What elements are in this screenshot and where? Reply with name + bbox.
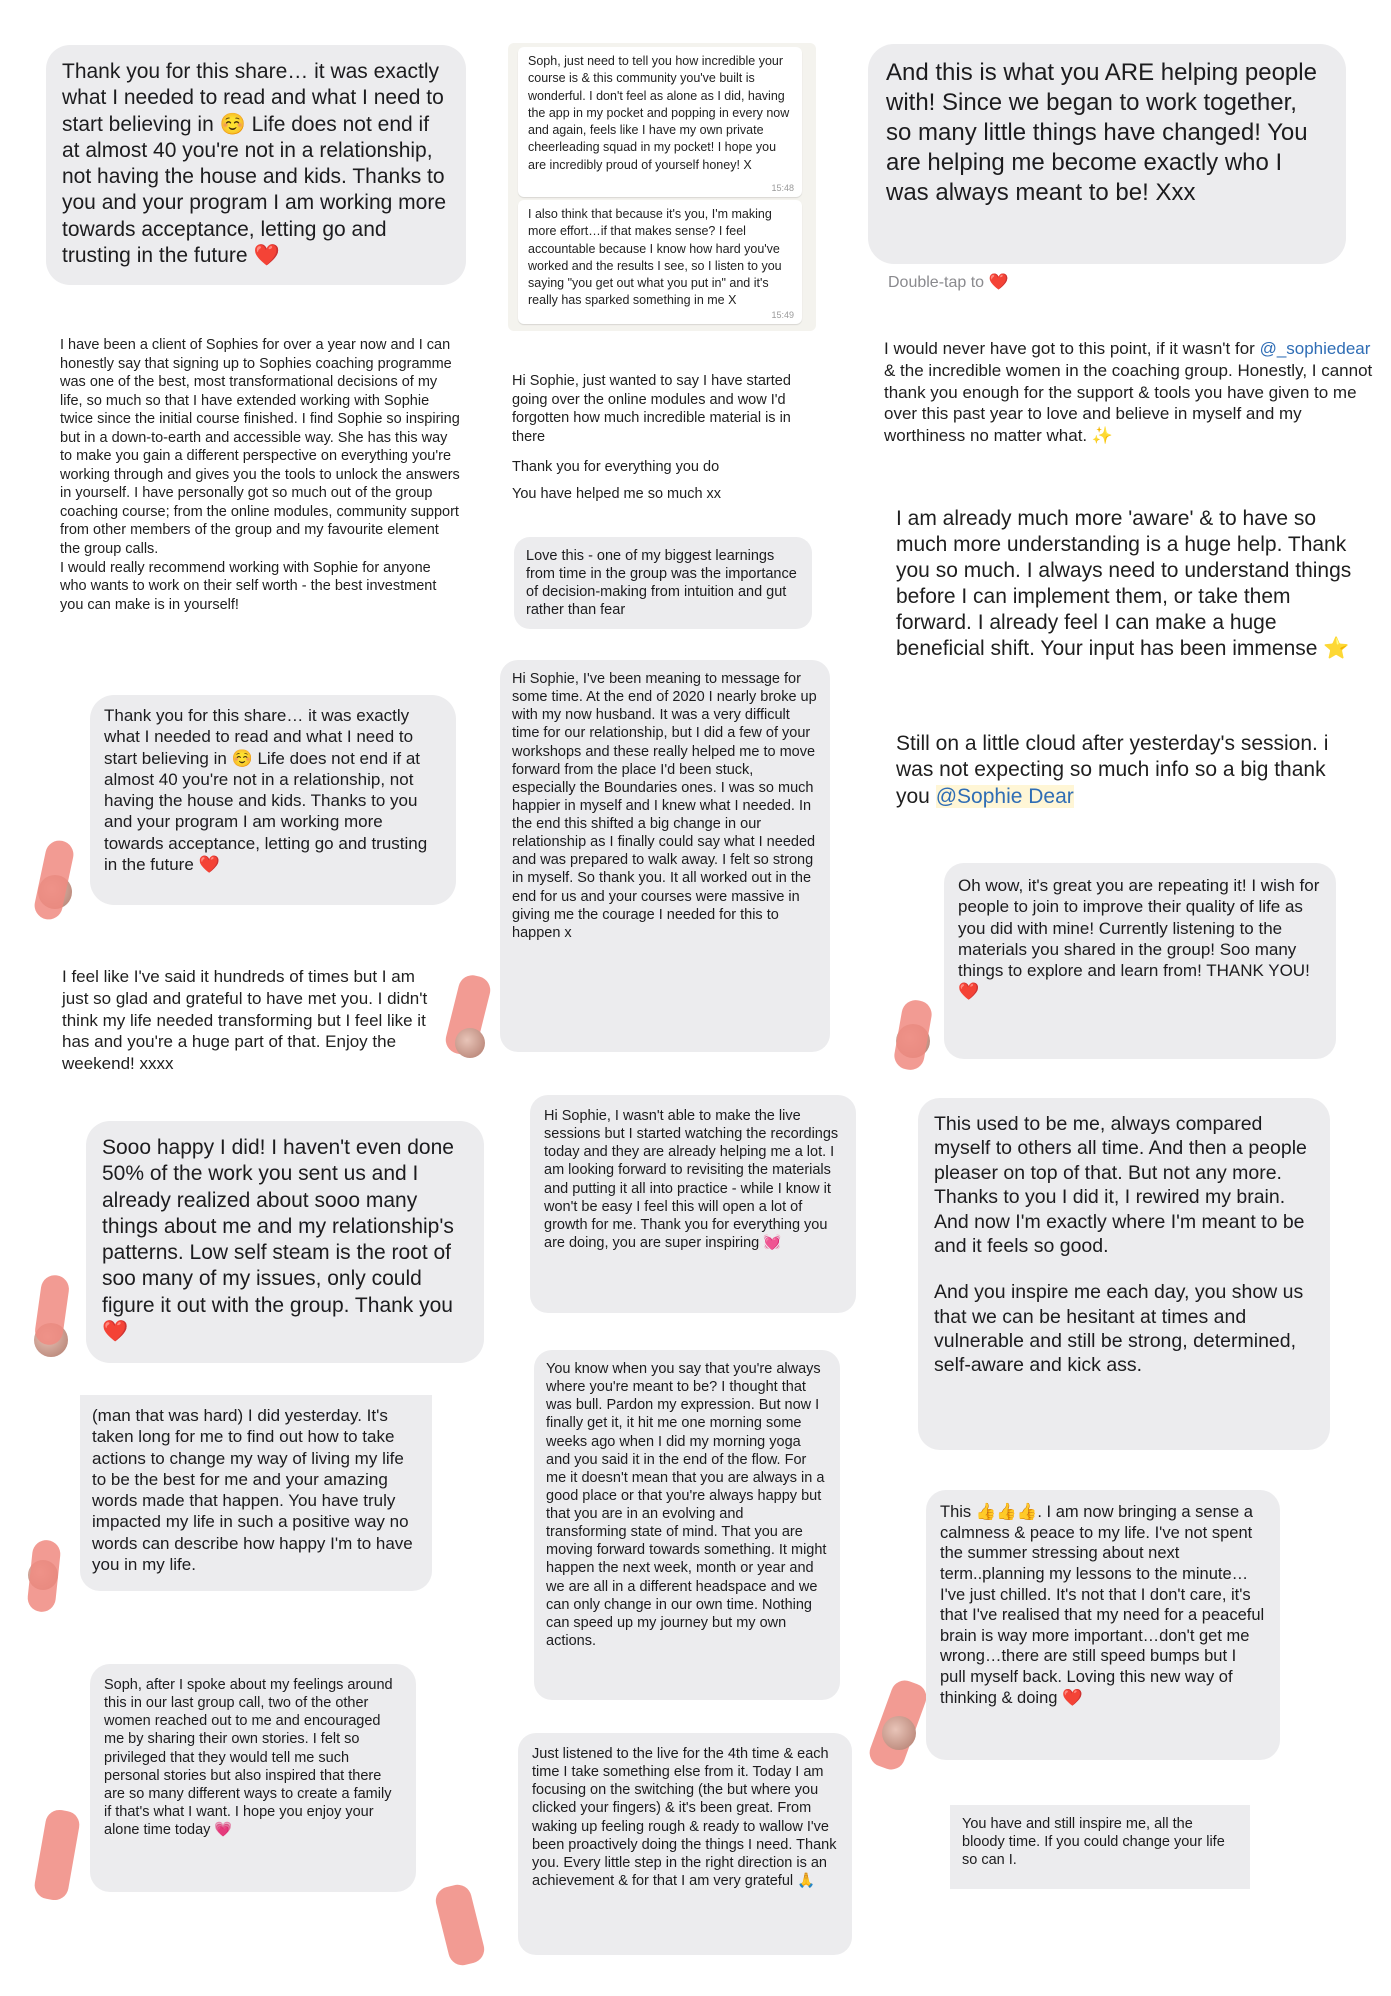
message-text: And this is what you ARE helping people with! Since we began to work together, so many little things have changed! You are helping me become exactly who I was always meant to be! Xxx <box>886 59 1317 206</box>
whatsapp-message-text: I also think that because it's you, I'm making more effort…if that makes sense? I feel accountable because I know how hard you've worked and the results I see, so I listen to you saying "you get out what you put in" and it's really has sparked something in me X <box>528 207 782 308</box>
redaction-mark <box>32 1808 81 1903</box>
message-bubble-right-4 <box>926 1490 1280 1760</box>
testimonial-text-right-1 <box>884 338 1374 447</box>
message-text: Soph, after I spoke about my feelings around this in our last group call, two of the other women reached out to me and encouraged me by sharing their own stories. I felt so privileged that they would tell me such personal stories but also inspired that there are so many different ways to create a family if that's what I want. I hope you enjoy your alone time today 💗 <box>104 1677 393 1838</box>
double-tap-hint: Double-tap to ❤️ <box>888 274 1009 291</box>
message-bubble-middle-2 <box>500 660 830 1052</box>
testimonial-text-left-1 <box>60 336 460 614</box>
message-bubble-right-3 <box>918 1098 1330 1450</box>
whatsapp-message <box>518 47 802 197</box>
message-bubble-middle-4 <box>534 1350 840 1700</box>
message-text: Hi Sophie, I wasn't able to make the live sessions but I started watching the recordings today and they are already helping me a lot. I am looking forward to revisiting the materials and putting it all into practice - while I know it won't be easy I feel this will open a lot of growth for me. Thank you for everything you are doing, you are super inspiring 💓 <box>544 1108 839 1251</box>
testimonial-text-right-3 <box>896 731 1356 810</box>
testimonial-paragraph: Thank you for everything you do <box>512 459 720 476</box>
testimonial-text-middle-1 <box>512 372 824 503</box>
message-bubble-left-4 <box>80 1395 432 1591</box>
message-bubble-right-2 <box>944 863 1336 1059</box>
message-text: Love this - one of my biggest learnings from time in the group was the importance of decision-making from intuition and gut rather than fear <box>526 548 797 619</box>
avatar <box>882 1716 916 1750</box>
whatsapp-message <box>518 200 802 324</box>
message-text: Oh wow, it's great you are repeating it! I wish for people to join to improve their quality of life as you did with mine! Currently listening to the materials you shared in the group! Soo many things to explore and learn from! THANK YOU! ❤️ <box>958 876 1320 1002</box>
redaction-mark <box>26 1539 61 1614</box>
testimonial-text-right-2 <box>896 506 1356 662</box>
testimonial-paragraph: Hi Sophie, just wanted to say I have started going over the online modules and wow I'd forgotten how much incredible material is in there <box>512 373 791 445</box>
message-bubble-middle-5 <box>518 1733 852 1955</box>
redaction-mark <box>433 1882 487 1968</box>
whatsapp-message-text: Soph, just need to tell you how incredible your course is & this community you've built is wonderful. I don't feel as alone as I did, having the app in my pocket and popping in every now and again, feels like I have my own private cheerleading squad in my pocket! I hope you are incredibly proud of yourself honey! X <box>528 54 790 172</box>
whatsapp-screenshot <box>508 43 816 331</box>
message-bubble-middle-1 <box>514 537 812 629</box>
message-bubble-left-2 <box>90 695 456 905</box>
testimonial-text: Still on a little cloud after yesterday's session. i was not expecting so much info so a big thank you <box>896 732 1329 808</box>
avatar <box>455 1028 485 1058</box>
mention-link[interactable]: @Sophie Dear <box>935 784 1074 808</box>
mention-link[interactable]: @_sophiedear <box>1259 339 1371 358</box>
message-timestamp: 15:49 <box>771 309 794 320</box>
message-timestamp: 15:48 <box>771 182 794 193</box>
message-text: You have and still inspire me, all the bloody time. If you could change your life so can I. <box>962 1816 1225 1869</box>
testimonial-text-left-2 <box>62 966 442 1075</box>
message-bubble-right-1 <box>868 44 1346 264</box>
message-text: Sooo happy I did! I haven't even done 50% of the work you sent us and I already realized about sooo many things about me and my relationship's patterns. Low self steam is the root of soo many of my issues, only could figure it out with the group. Thank you ❤️ <box>102 1136 454 1343</box>
message-text: Thank you for this share… it was exactly what I needed to read and what I need to start believing in ☺️ Life does not end if at almost 40 you're not in a relationship, not having the house and kids. Thanks to you and your program I am working more towards acceptance, letting go and trusting in the future ❤️ <box>104 706 428 874</box>
redaction-mark <box>892 998 934 1072</box>
message-text: Just listened to the live for the 4th time & each time I take something else from it. Today I am focusing on the switching (the but where you clicked your fingers) & it's been great. From waking up feeling rough & ready to wallow I've been proactively doing the things I need. Thank you. Every little step in the right direction is an achievement & for that I am very grateful 🙏 <box>532 1746 837 1889</box>
testimonial-paragraph: I am already much more 'aware' & to have so much more understanding is a huge help. Thank you so much. I always need to understand things before I can implement them, or take them forward. I already feel I can make a huge beneficial shift. Your input has been immense ⭐ <box>896 507 1352 661</box>
testimonial-text: & the incredible women in the coaching group. Honestly, I cannot thank you enough for the support & tools you have given to me over this past year to love and believe in myself and my worthiness no matter what. ✨ <box>884 360 1373 445</box>
message-text: This 👍👍👍. I am now bringing a sense a calmness & peace to my life. I've not spent the summer stressing about next term..planning my lessons to the minute…I've just chilled. It's not that I don't care, it's that I've realised that my need for a peaceful brain is way more important…don't get me wrong…there are still speed bumps but I pull myself back. Loving this new way of thinking & doing ❤️ <box>940 1503 1265 1707</box>
message-text: You know when you say that you're always where you're meant to be? I thought that was bull. Pardon my expression. But now I finally get it, it hit me one morning some weeks ago when I did my morning yoga and you said it in the end of the flow. For me it doesn't mean that you are always in a good place or that you're always happy but that you are in an evolving and transforming state of mind. That you are moving forward towards something. It might happen the next week, month or year and we are all in a different headspace and we can only change in our own time. Nothing can speed up my journey but my own actions. <box>546 1361 827 1649</box>
message-bubble-left-1 <box>46 45 466 285</box>
redaction-mark <box>32 838 76 922</box>
testimonial-text: I would never have got to this point, if it wasn't for <box>884 339 1260 358</box>
message-paragraph: And you inspire me each day, you show us that we can be hesitant at times and vulnerable and still be strong, determined, self-aware and kick ass. <box>934 1281 1304 1377</box>
testimonial-paragraph: I have been a client of Sophies for over a year now and I can honestly say that signing up to Sophies coaching programme was one of the best, most transformational decisions of my life, so much so that I have extended working with Sophie twice since the initial course finished. I find Sophie so inspiring but in a down-to-earth and accessible way. She has this way to make you gain a different perspective on everything you're working through and gives you the tools to unlock the answers in yourself. I have personally got so much out of the group coaching course; from the online modules, community support from other members of the group and my favourite element the group calls. <box>60 337 460 558</box>
testimonial-paragraph: I feel like I've said it hundreds of times but I am just so glad and grateful to have met you. I didn't think my life needed transforming but I feel like it has and you're a huge part of that. Enjoy the weekend! xxxx <box>62 967 428 1073</box>
message-bubble-left-5 <box>90 1664 416 1892</box>
message-paragraph: This used to be me, always compared myself to others all time. And then a people pleaser on top of that. But not any more. Thanks to you I did it, I rewired my brain. And now I'm exactly where I'm meant to be and it feels so good. <box>934 1113 1307 1257</box>
message-bubble-left-3 <box>86 1121 484 1363</box>
message-bubble-middle-3 <box>530 1095 856 1313</box>
message-text: Thank you for this share… it was exactly what I needed to read and what I need to start believing in ☺️ Life does not end if at almost 40 you're not in a relationship, not having the house and kids. Thanks to you and your program I am working more towards acceptance, letting go and trusting in the future ❤️ <box>62 60 446 267</box>
message-bubble-right-5 <box>950 1805 1250 1889</box>
message-text: (man that was hard) I did yesterday. It's taken long for me to find out how to take actions to change my way of living my life to be the best for me and your amazing words made that happen. You have truly impacted my life in such a positive way no words can describe how happy I'm to have you in my life. <box>92 1406 413 1574</box>
testimonial-paragraph: I would really recommend working with Sophie for anyone who wants to work on their self worth - the best investment you can make is in yourself! <box>60 559 437 613</box>
testimonial-paragraph: You have helped me so much xx <box>512 485 722 502</box>
message-text: Hi Sophie, I've been meaning to message for some time. At the end of 2020 I nearly broke up with my now husband. It was a very difficult time for our relationship, but I did a few of your workshops and these really helped me to move forward from the place I'd been stuck, especially the Boundaries ones. I was so much happier in myself and I knew what I needed. In the end this shifted a big change in our relationship as I finally could say what I needed and was prepared to walk away. I felt so strong in myself. So thank you. It all worked out in the end for us and your courses were massive in giving me the courage I needed for this to happen x <box>512 671 817 941</box>
